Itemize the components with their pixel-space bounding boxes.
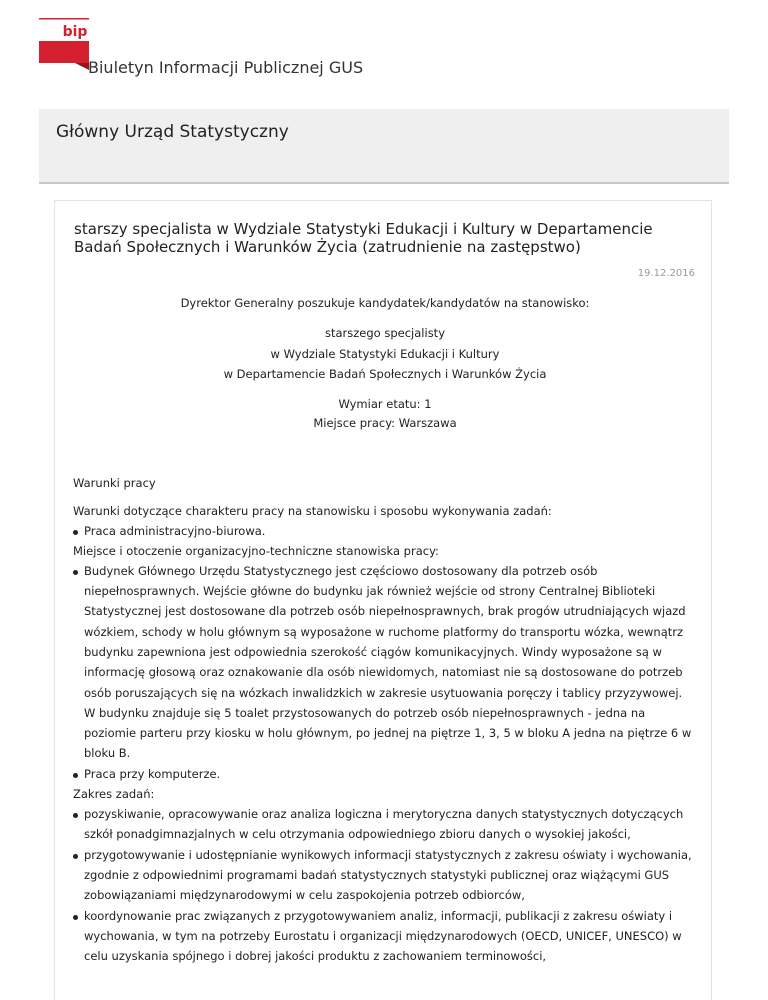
otoczenie-heading: Miejsce i otoczenie organizacyjno-techniczne stanowiska pracy: xyxy=(73,543,439,558)
zakres-heading: Zakres zadań: xyxy=(73,787,155,802)
warunki-heading: Warunki pracy xyxy=(73,475,156,490)
article-title: starszy specjalista w Wydziale Statystyki Edukacji i Kultury w Departamencie Badań Społecznych i Warunków Życia (zatrudnienie na zastępstwo) xyxy=(74,220,653,256)
list-item: pozyskiwanie, opracowywanie oraz analiza logiczna i merytoryczna danych statystycznych dotyczących szkół ponadgimnazjalnych w celu otrzymania odpowiedniego zbioru danych o wysokiej jakości, xyxy=(73,804,697,845)
logo-top-line xyxy=(39,18,89,20)
zakres-list xyxy=(73,804,697,966)
article-content xyxy=(73,293,697,966)
bip-logo[interactable] xyxy=(39,18,89,70)
logo-red-block xyxy=(39,41,89,63)
position-block xyxy=(73,323,697,385)
site-title[interactable]: Biuletyn Informacji Publicznej GUS xyxy=(88,58,364,77)
logo-fold xyxy=(75,63,89,70)
otoczenie-list xyxy=(73,561,697,784)
list-item: Praca przy komputerze. xyxy=(73,764,697,784)
intro-text: Dyrektor Generalny poszukuje kandydatek/kandydatów na stanowisko: xyxy=(180,296,590,310)
position-line: w Departamencie Badań Społecznych i Warunków Życia xyxy=(223,367,547,381)
list-item: Praca administracyjno-biurowa. xyxy=(73,521,697,541)
institution-name: Główny Urząd Statystyczny xyxy=(56,122,289,142)
position-line: w Wydziale Statystyki Edukacji i Kultury xyxy=(270,346,500,361)
article-card xyxy=(54,200,712,1000)
charakter-heading: Warunki dotyczące charakteru pracy na stanowisku i sposobu wykonywania zadań: xyxy=(73,503,552,518)
list-item: Budynek Głównego Urzędu Statystycznego jest częściowo dostosowany dla potrzeb osób niepełnosprawnych. Wejście główne do budynku jak również wejście od strony Centralnej Biblioteki Statystycznej jest dostosowane dla potrzeb osób niepełnosprawnych, brak progów utrudniających wjazd wózkiem, schody w holu głównym są wyposażone w ruchome platformy do transportu wózka, wewnątrz budynku zapewniona jest odpowiednia szerokość ciągów komunikacyjnych. Windy wyposażone są w informację głosową oraz oznakowanie dla osób niewidomych, natomiast nie są dostosowane do potrzeb osób poruszających się na wózkach inwalidzkich w zakresie usytuowania poręczy i tablicy przyzywowej. W budynku znajduje się 5 toalet przystosowanych do potrzeb osób niepełnosprawnych - jedna na poziomie parteru przy kiosku w holu głównym, po jednej na piętrze 1, 3, 5 w bloku A jedna na piętrze 6 w bloku B. xyxy=(73,561,697,764)
list-item: przygotowywanie i udostępnianie wynikowych informacji statystycznych z zakresu oświaty i wychowania, zgodnie z odpowiednimi programami badań statystycznych statystyki publicznej oraz wiążącymi GUS zobowiązaniami międzynarodowymi w celu zaspokojenia potrzeb odbiorców, xyxy=(73,845,697,906)
charakter-list xyxy=(73,521,697,541)
wymiar-etatu: Wymiar etatu: 1 xyxy=(338,396,432,411)
publish-date: 19.12.2016 xyxy=(637,268,695,279)
list-item: koordynowanie prac związanych z przygotowywaniem analiz, informacji, publikacji z zakresu oświaty i wychowania, w tym na potrzeby Eurostatu i organizacji międzynarodowych (OECD, UNICEF, UNESCO) w celu uzyskania spójnego i dobrej jakości produktu z zachowaniem terminowości, xyxy=(73,906,697,967)
position-line: starszego specjalisty xyxy=(325,326,445,340)
miejsce-pracy: Miejsce pracy: Warszawa xyxy=(313,415,457,430)
logo-text: bip xyxy=(62,24,88,40)
institution-banner xyxy=(39,109,729,184)
employment-details xyxy=(73,395,697,433)
